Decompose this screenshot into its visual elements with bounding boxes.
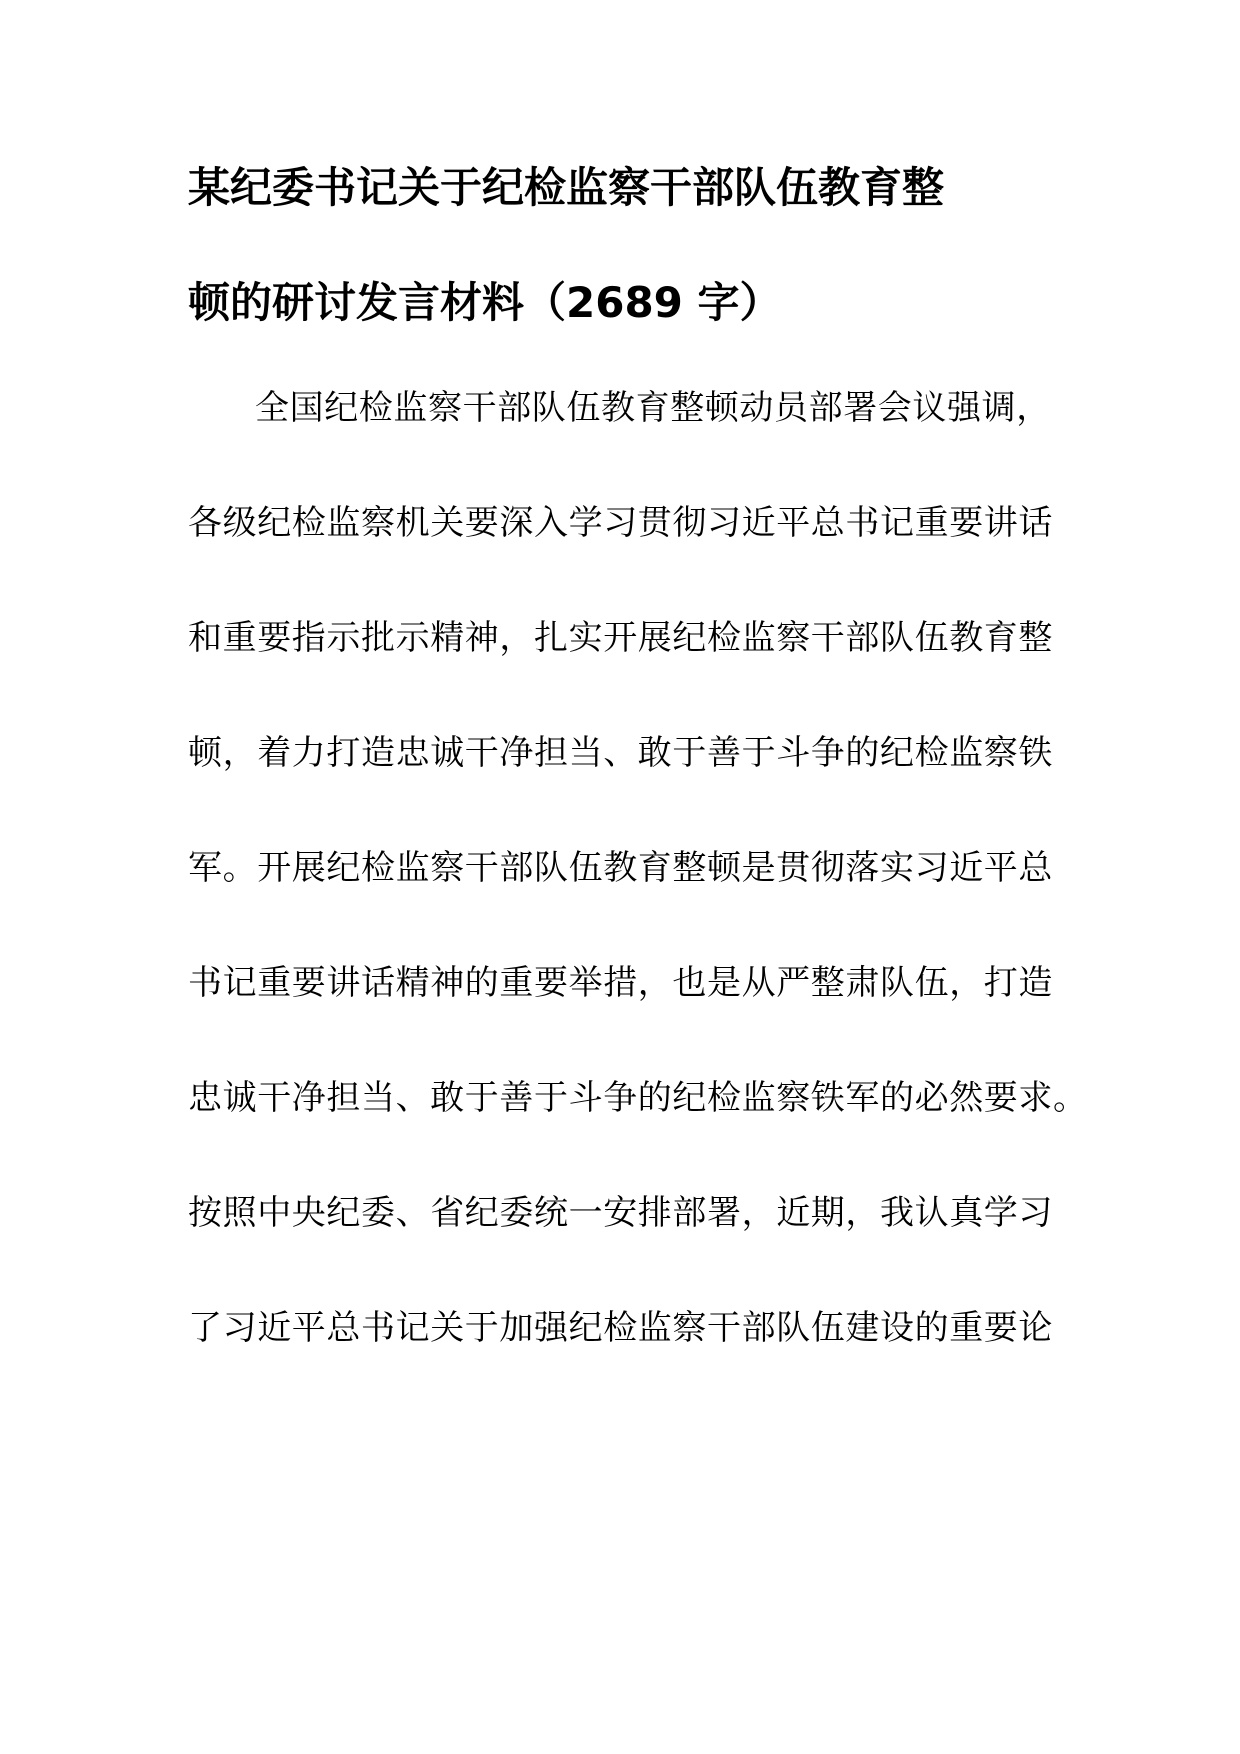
document-title-line-1: 某纪委书记关于纪检监察干部队伍教育整 (188, 163, 945, 212)
paragraph-line-1: 全国纪检监察干部队伍教育整顿动员部署会议强调， (255, 388, 1051, 428)
paragraph-line-6: 书记重要讲话精神的重要举措，也是从严整肃队伍，打造 (188, 963, 1053, 1003)
paragraph-line-9: 了习近平总书记关于加强纪检监察干部队伍建设的重要论 (188, 1308, 1053, 1348)
paragraph-line-5: 军。开展纪检监察干部队伍教育整顿是贯彻落实习近平总 (188, 848, 1053, 888)
paragraph-line-4: 顿，着力打造忠诚干净担当、敢于善于斗争的纪检监察铁 (188, 733, 1053, 773)
paragraph-line-7: 忠诚干净担当、敢于善于斗争的纪检监察铁军的必然要求。 (188, 1078, 1088, 1118)
paragraph-line-3: 和重要指示批示精神，扎实开展纪检监察干部队伍教育整 (188, 618, 1053, 658)
paragraph-line-2: 各级纪检监察机关要深入学习贯彻习近平总书记重要讲话 (188, 503, 1053, 543)
document-title-line-2: 顿的研讨发言材料（2689 字） (188, 278, 782, 327)
paragraph-line-8: 按照中央纪委、省纪委统一安排部署，近期，我认真学习 (188, 1193, 1053, 1233)
